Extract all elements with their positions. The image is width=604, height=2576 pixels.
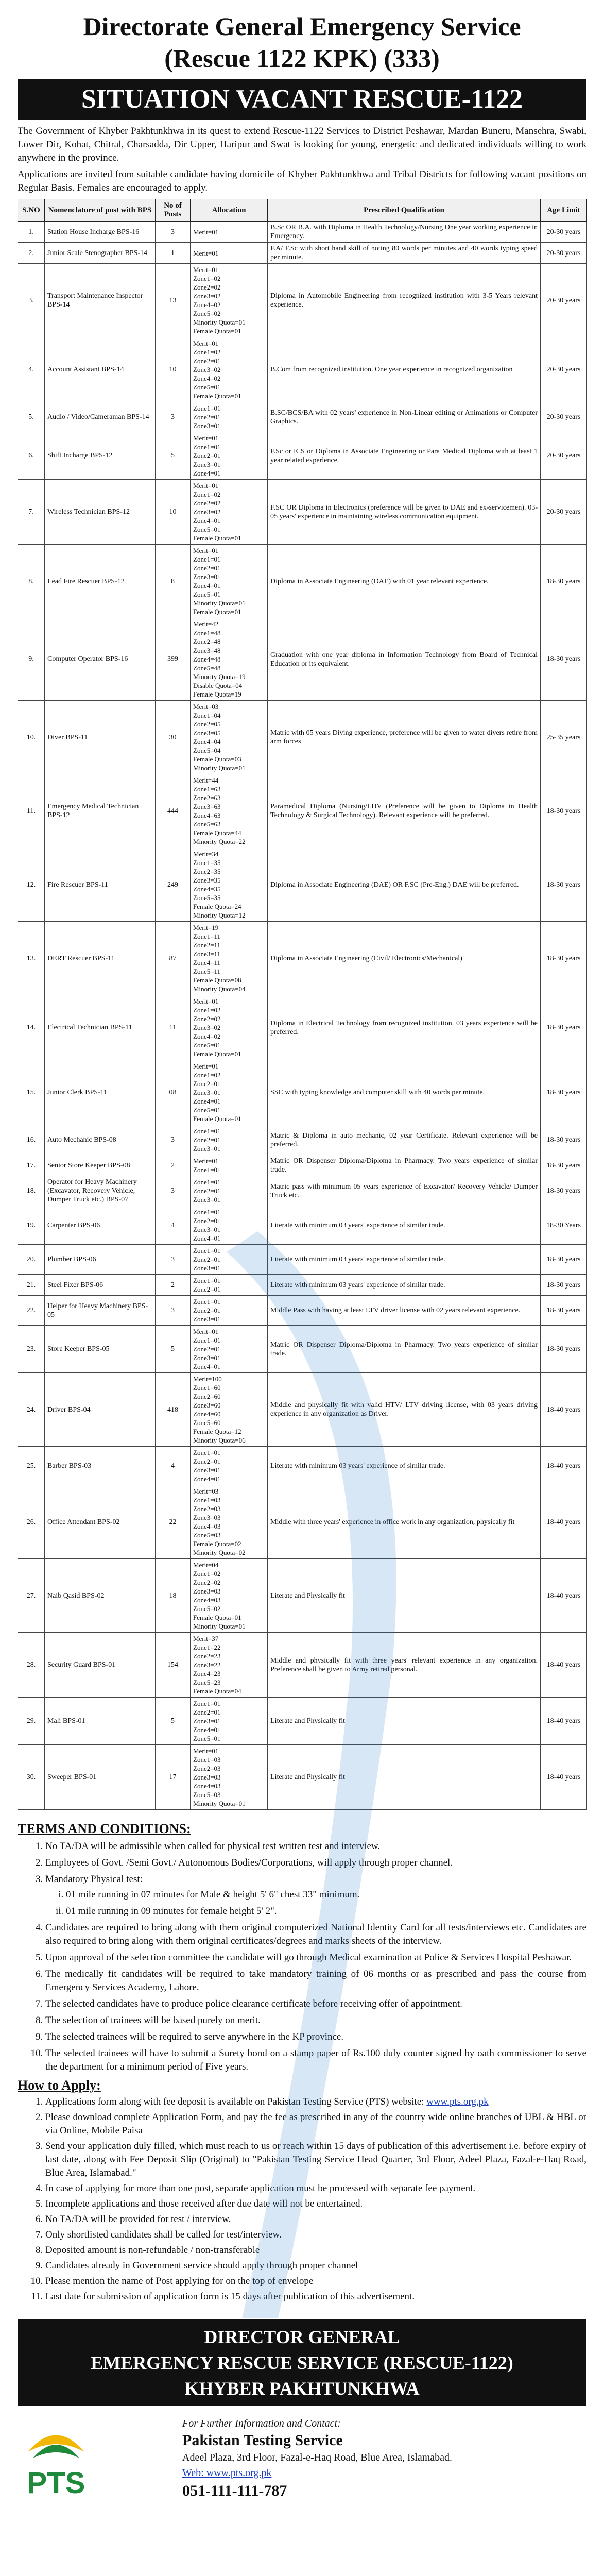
how-to-apply-text: Send your application duly filled, which must reach to us or reach within 15 days of publication of this advertisement i.e. before expiry of last date, along with Fee Deposit Slip (Original) to "Pakistan Testing Service Head Quarter, 3rd Floor, Adeel Plaza, Fazal-e-Haq Road, Blue Area, Islamabad.": [45, 2141, 586, 2178]
term-item-text: Mandatory Physical test:: [45, 1874, 143, 1885]
how-to-apply-item: [45, 2290, 586, 2303]
post-cell: Wireless Technician BPS-12: [45, 480, 156, 545]
sno-cell: 30.: [18, 1745, 45, 1810]
allocation-cell: Merit=19 Zone1=11 Zone2=11 Zone3=11 Zone4=11 Zone5=11 Female Quota=08 Minority Quota=04: [191, 922, 268, 995]
posts-cell: 399: [156, 618, 191, 701]
post-cell: Electrical Technician BPS-11: [45, 995, 156, 1060]
jobs-table: [18, 199, 587, 1810]
term-item: 2. Employees of Govt. /Semi Govt./ Autonomous Bodies/Corporations, will apply through proper channel.: [45, 1856, 586, 1870]
how-to-apply-text: Candidates already in Government service should apply through proper channel: [45, 2260, 358, 2271]
sno-cell: 19.: [18, 1206, 45, 1245]
sno-cell: 28.: [18, 1633, 45, 1698]
post-cell: Audio / Video/Cameraman BPS-14: [45, 402, 156, 432]
table-row: [18, 618, 587, 701]
posts-cell: 10: [156, 480, 191, 545]
how-to-apply-text: In case of applying for more than one post, separate application must be processed with separate fee payment.: [45, 2183, 476, 2194]
sno-cell: 21.: [18, 1275, 45, 1296]
post-cell: Office Attendant BPS-02: [45, 1485, 156, 1559]
post-cell: Fire Rescuer BPS-11: [45, 848, 156, 922]
footer-line-2: EMERGENCY RESCUE SERVICE (RESCUE-1122): [91, 2352, 513, 2373]
term-item: 10. The selected trainees will have to submit a Surety bond on a stamp paper of Rs.100 duly counter signed by oath commissioner to serve the department for a minimum period of Five years.: [45, 2047, 586, 2074]
how-to-apply-item: [45, 2244, 586, 2257]
posts-cell: 17: [156, 1745, 191, 1810]
table-row: [18, 774, 587, 848]
sno-cell: 24.: [18, 1373, 45, 1447]
post-cell: Sweeper BPS-01: [45, 1745, 156, 1810]
term-item: [45, 1873, 586, 1918]
age-cell: 20-30 years: [541, 337, 587, 402]
age-cell: 18-30 years: [541, 995, 587, 1060]
posts-cell: 418: [156, 1373, 191, 1447]
table-row: [18, 1485, 587, 1559]
qualification-cell: Literate with minimum 03 years' experience of similar trade.: [268, 1447, 541, 1485]
allocation-cell: Zone1=01 Zone2=01: [191, 1275, 268, 1296]
header-qualification: Prescribed Qualification: [268, 199, 541, 222]
qualification-cell: Middle Pass with having at least LTV driver license with 02 years relevant experience.: [268, 1296, 541, 1326]
age-cell: 18-30 years: [541, 1060, 587, 1125]
physical-test-item: i. 01 mile running in 07 minutes for Male & height 5' 6" chest 33" minimum.: [66, 1888, 586, 1902]
allocation-cell: Zone1=01 Zone2=01 Zone3=01: [191, 1176, 268, 1206]
sno-cell: 29.: [18, 1698, 45, 1745]
post-cell: Lead Fire Rescuer BPS-12: [45, 545, 156, 618]
posts-cell: 18: [156, 1559, 191, 1633]
footer-line-3: KHYBER PAKHTUNKHWA: [184, 2378, 420, 2399]
sno-cell: 1.: [18, 222, 45, 243]
posts-cell: 3: [156, 402, 191, 432]
table-row: [18, 1275, 587, 1296]
qualification-cell: Middle and physically fit with three years' relevant experience in any organization. Preference shall be given to Army retired personal.: [268, 1633, 541, 1698]
table-row: [18, 1060, 587, 1125]
post-cell: Mali BPS-01: [45, 1698, 156, 1745]
table-row: [18, 1155, 587, 1176]
age-cell: 18-40 years: [541, 1745, 587, 1810]
allocation-cell: Merit=01: [191, 222, 268, 243]
how-to-apply-title: How to Apply:: [18, 2078, 101, 2093]
jobs-table-body: [18, 222, 587, 1810]
posts-cell: 5: [156, 1326, 191, 1373]
sno-cell: 8.: [18, 545, 45, 618]
allocation-cell: Merit=03 Zone1=03 Zone2=03 Zone3=03 Zone4=03 Zone5=03 Female Quota=02 Minority Quota=02: [191, 1485, 268, 1559]
qualification-cell: Matric OR Dispenser Diploma/Diploma in Pharmacy. Two years experience of similar trade.: [268, 1155, 541, 1176]
qualification-cell: Diploma in Associate Engineering (DAE) with 01 year relevant experience.: [268, 545, 541, 618]
posts-cell: 13: [156, 264, 191, 337]
post-cell: Computer Operator BPS-16: [45, 618, 156, 701]
qualification-cell: Literate with minimum 03 years' experience of similar trade.: [268, 1245, 541, 1275]
sno-cell: 25.: [18, 1447, 45, 1485]
physical-test-item: ii. 01 mile running in 09 minutes for female height 5' 2".: [66, 1905, 586, 1918]
sno-cell: 15.: [18, 1060, 45, 1125]
table-row: [18, 480, 587, 545]
table-row: [18, 337, 587, 402]
how-to-apply-text: No TA/DA will be provided for test / interview.: [45, 2214, 231, 2225]
qualification-cell: B.SC/BCS/BA with 02 years' experience in Non-Linear editing or Animations or Computer Graphics.: [268, 402, 541, 432]
qualification-cell: Middle and physically fit with valid HTV/ LTV driving license, with 03 years driving experience in any organization as Driver.: [268, 1373, 541, 1447]
qualification-cell: B.Com from recognized institution. One year experience in recognized organization: [268, 337, 541, 402]
header-title: Directorate General Emergency Service: [83, 12, 521, 41]
sno-cell: 11.: [18, 774, 45, 848]
qualification-cell: B.Sc OR B.A. with Diploma in Health Technology/Nursing One year working experience in Emergency.: [268, 222, 541, 243]
allocation-cell: Merit=01 Zone1=01: [191, 1155, 268, 1176]
pts-contact-info: [95, 2416, 586, 2501]
table-row: [18, 995, 587, 1060]
allocation-cell: Merit=01: [191, 243, 268, 264]
sno-cell: 14.: [18, 995, 45, 1060]
allocation-cell: Merit=01 Zone1=01 Zone2=01 Zone3=01 Zone4=01 Zone5=01 Minority Quota=01 Female Quota=01: [191, 545, 268, 618]
posts-cell: 154: [156, 1633, 191, 1698]
allocation-cell: Merit=01 Zone1=02 Zone2=02 Zone3=02 Zone4=02 Zone5=02 Minority Quota=01 Female Quota=01: [191, 264, 268, 337]
pts-logo-icon: [18, 2416, 95, 2503]
post-cell: Junior Scale Stenographer BPS-14: [45, 243, 156, 264]
table-row: [18, 1176, 587, 1206]
qualification-cell: Matric & Diploma in auto mechanic, 02 year Certificate. Relevant experience will be preferred.: [268, 1125, 541, 1155]
table-row: [18, 1698, 587, 1745]
allocation-cell: Zone1=01 Zone2=01 Zone3=01: [191, 1125, 268, 1155]
qualification-cell: Literate and Physically fit: [268, 1745, 541, 1810]
posts-cell: 3: [156, 1296, 191, 1326]
qualification-cell: Matric OR Dispenser Diploma/Diploma in Pharmacy. Two years experience of similar trade.: [268, 1326, 541, 1373]
sno-cell: 20.: [18, 1245, 45, 1275]
table-row: [18, 1125, 587, 1155]
posts-cell: 4: [156, 1447, 191, 1485]
posts-cell: 1: [156, 243, 191, 264]
table-row: [18, 1296, 587, 1326]
how-to-apply-item: [45, 2228, 586, 2242]
age-cell: 18-40 years: [541, 1698, 587, 1745]
footer-line-1: DIRECTOR GENERAL: [204, 2327, 400, 2347]
how-to-apply-item: [45, 2197, 586, 2211]
sno-cell: 16.: [18, 1125, 45, 1155]
how-to-apply-item: [45, 2182, 586, 2195]
age-cell: 18-30 years: [541, 1326, 587, 1373]
post-cell: Auto Mechanic BPS-08: [45, 1125, 156, 1155]
qualification-cell: Literate with minimum 03 years' experience of similar trade.: [268, 1206, 541, 1245]
post-cell: Operator for Heavy Machinery (Excavator, Recovery Vehicle, Dumper Truck etc.) BPS-07: [45, 1176, 156, 1206]
table-row: [18, 432, 587, 480]
allocation-cell: Zone1=01 Zone2=01 Zone3=01: [191, 402, 268, 432]
pts-website-link[interactable]: www.pts.org.pk: [426, 2096, 489, 2107]
posts-cell: 11: [156, 995, 191, 1060]
posts-cell: 444: [156, 774, 191, 848]
age-cell: 18-30 Years: [541, 1206, 587, 1245]
qualification-cell: Diploma in Automobile Engineering from recognized institution with 3-5 Years relevant experience.: [268, 264, 541, 337]
sno-cell: 9.: [18, 618, 45, 701]
age-cell: 18-30 years: [541, 848, 587, 922]
age-cell: 18-30 years: [541, 1125, 587, 1155]
qualification-cell: Diploma in Associate Engineering (Civil/ Electronics/Mechanical): [268, 922, 541, 995]
post-cell: Barber BPS-03: [45, 1447, 156, 1485]
intro-paragraph-2: Applications are invited from suitable candidate having domicile of Khyber Pakhtunkhwa and Tribal Districts for following vacant positions on Regular Basis. Females are encouraged to apply.: [18, 169, 586, 193]
qualification-cell: SSC with typing knowledge and computer skill with 40 words per minute.: [268, 1060, 541, 1125]
how-to-apply-list: [18, 2095, 586, 2303]
allocation-cell: Merit=34 Zone1=35 Zone2=35 Zone3=35 Zone4=35 Zone5=35 Female Quota=24 Minority Quota=12: [191, 848, 268, 922]
table-row: [18, 222, 587, 243]
header-sno: S.NO: [18, 199, 45, 222]
term-item: 8. The selection of trainees will be based purely on merit.: [45, 2014, 586, 2027]
posts-cell: 3: [156, 1245, 191, 1275]
allocation-cell: Merit=01 Zone1=02 Zone2=01 Zone3=02 Zone4=02 Zone5=01 Female Quota=01: [191, 337, 268, 402]
term-item: 6. The medically fit candidates will be required to take mandatory training of 06 months or as prescribed and pass the course from Emergency Services Academy, Lahore.: [45, 1968, 586, 1994]
intro-paragraph-1: The Government of Khyber Pakhtunkhwa in its quest to extend Rescue-1122 Services to District Peshawar, Mardan Buneru, Mansehra, Swabi, Lower Dir, Kohat, Chitral, Charsadda, Dir Upper, Haripur and Swat is looking for young, energetic and dedicated individuals willing to work anywhere in the province.: [18, 126, 586, 163]
qualification-cell: Paramedical Diploma (Nursing/LHV (Preference will be given to Diploma in Health Technology & Surgical Technology). Relevant experience will be preferred.: [268, 774, 541, 848]
table-row: [18, 243, 587, 264]
how-to-apply-item: [45, 2259, 586, 2273]
age-cell: 20-30 years: [541, 243, 587, 264]
sno-cell: 13.: [18, 922, 45, 995]
sno-cell: 26.: [18, 1485, 45, 1559]
sno-cell: 5.: [18, 402, 45, 432]
sno-cell: 2.: [18, 243, 45, 264]
post-cell: Junior Clerk BPS-11: [45, 1060, 156, 1125]
posts-cell: 5: [156, 1698, 191, 1745]
qualification-cell: Diploma in Associate Engineering (DAE) OR F.SC (Pre-Eng.) DAE will be preferred.: [268, 848, 541, 922]
sno-cell: 22.: [18, 1296, 45, 1326]
posts-cell: 22: [156, 1485, 191, 1559]
how-to-apply-text: Last date for submission of application form is 15 days after publication of this advertisement.: [45, 2291, 415, 2302]
allocation-cell: Merit=01 Zone1=02 Zone2=02 Zone3=02 Zone4=02 Zone5=01 Female Quota=01: [191, 995, 268, 1060]
how-to-apply-text: Please mention the name of Post applying for on the top of envelope: [45, 2276, 314, 2286]
how-to-apply-item: [45, 2275, 586, 2288]
qualification-cell: F.SC OR Diploma in Electronics (preference will be given to DAE and ex-servicemen). 03-05 years' experience in maintaining wireless communication equipment.: [268, 480, 541, 545]
intro-text: [18, 125, 586, 195]
sno-cell: 4.: [18, 337, 45, 402]
allocation-cell: Merit=01 Zone1=02 Zone2=01 Zone3=01 Zone4=01 Zone5=01 Female Quota=01: [191, 1060, 268, 1125]
qualification-cell: Literate with minimum 03 years' experience of similar trade.: [268, 1275, 541, 1296]
posts-cell: 2: [156, 1155, 191, 1176]
age-cell: 18-30 years: [541, 1275, 587, 1296]
footer-signature-block: [18, 2319, 586, 2406]
qualification-cell: Middle with three years' experience in office work in any organization, physically fit: [268, 1485, 541, 1559]
post-cell: Account Assistant BPS-14: [45, 337, 156, 402]
post-cell: Driver BPS-04: [45, 1373, 156, 1447]
physical-test-list: [45, 1888, 586, 1918]
qualification-cell: Matric pass with minimum 05 years experience of Excavator/ Recovery Vehicle/ Dumper Truck etc.: [268, 1176, 541, 1206]
table-row: [18, 1245, 587, 1275]
post-cell: Senior Store Keeper BPS-08: [45, 1155, 156, 1176]
qualification-cell: Literate and Physically fit: [268, 1559, 541, 1633]
age-cell: 20-30 years: [541, 432, 587, 480]
age-cell: 18-40 years: [541, 1373, 587, 1447]
post-cell: Security Guard BPS-01: [45, 1633, 156, 1698]
age-cell: 18-30 years: [541, 618, 587, 701]
allocation-cell: Merit=03 Zone1=04 Zone2=05 Zone3=05 Zone4=04 Zone5=04 Female Quota=03 Minority Quota=01: [191, 701, 268, 774]
allocation-cell: Zone1=01 Zone2=01 Zone3=01 Zone4=01: [191, 1447, 268, 1485]
post-cell: Helper for Heavy Machinery BPS-05: [45, 1296, 156, 1326]
allocation-cell: Merit=44 Zone1=63 Zone2=63 Zone3=63 Zone4=63 Zone5=63 Female Quota=44 Minority Quota=22: [191, 774, 268, 848]
posts-cell: 87: [156, 922, 191, 995]
how-to-apply-text: Incomplete applications and those received after due date will not be entertained.: [45, 2198, 363, 2209]
post-cell: Carpenter BPS-06: [45, 1206, 156, 1245]
allocation-cell: Merit=04 Zone1=02 Zone2=02 Zone3=03 Zone4=03 Zone5=02 Female Quota=01 Minority Quota=01: [191, 1559, 268, 1633]
term-item: 9. The selected trainees will be required to serve anywhere in the KP province.: [45, 2030, 586, 2044]
sno-cell: 6.: [18, 432, 45, 480]
post-cell: Emergency Medical Technician BPS-12: [45, 774, 156, 848]
sno-cell: 3.: [18, 264, 45, 337]
jobs-table-header: [18, 199, 587, 222]
pts-web-link[interactable]: Web: www.pts.org.pk: [182, 2467, 272, 2479]
header-post: Nomenclature of post with BPS: [45, 199, 156, 222]
table-row: [18, 1447, 587, 1485]
posts-cell: 08: [156, 1060, 191, 1125]
table-row: [18, 1633, 587, 1698]
post-cell: Diver BPS-11: [45, 701, 156, 774]
how-to-apply-item: [45, 2095, 586, 2109]
age-cell: 20-30 years: [541, 480, 587, 545]
age-cell: 18-30 years: [541, 1155, 587, 1176]
age-cell: 20-30 years: [541, 222, 587, 243]
age-cell: 18-40 years: [541, 1447, 587, 1485]
allocation-cell: Zone1=01 Zone2=01 Zone3=01 Zone4=01 Zone5=01: [191, 1698, 268, 1745]
sno-cell: 12.: [18, 848, 45, 922]
pts-phone: 051-111-111-787: [182, 2482, 287, 2499]
age-cell: 18-30 years: [541, 545, 587, 618]
sno-cell: 27.: [18, 1559, 45, 1633]
term-item: 5. Upon approval of the selection committee the candidate will go through Medical examination at Police & Services Hospital Peshawar.: [45, 1951, 586, 1964]
how-to-apply-item: [45, 2140, 586, 2180]
header-allocation: Allocation: [191, 199, 268, 222]
table-row: [18, 922, 587, 995]
sno-cell: 17.: [18, 1155, 45, 1176]
pts-address: Adeel Plaza, 3rd Floor, Fazal-e-Haq Road, Blue Area, Islamabad.: [182, 2452, 453, 2463]
post-cell: Store Keeper BPS-05: [45, 1326, 156, 1373]
table-row: [18, 1745, 587, 1810]
age-cell: 20-30 years: [541, 402, 587, 432]
allocation-cell: Merit=37 Zone1=22 Zone2=23 Zone3=22 Zone4=23 Zone5=23 Female Quota=04: [191, 1633, 268, 1698]
post-cell: Station House Incharge BPS-16: [45, 222, 156, 243]
posts-cell: 4: [156, 1206, 191, 1245]
term-item: 7. The selected candidates have to produce police clearance certificate before receiving offer of appointment.: [45, 1997, 586, 2011]
how-to-apply-text: Deposited amount is non-refundable / non-transferable: [45, 2245, 260, 2256]
age-cell: 20-30 years: [541, 264, 587, 337]
posts-cell: 3: [156, 1125, 191, 1155]
qualification-cell: Graduation with one year diploma in Information Technology from Board of Technical Education or its equivalent.: [268, 618, 541, 701]
qualification-cell: Diploma in Electrical Technology from recognized institution. 03 years experience will be preferred.: [268, 995, 541, 1060]
how-to-apply-text: Applications form along with fee deposit is available on Pakistan Testing Service (PTS) website:: [45, 2096, 424, 2107]
table-row: [18, 701, 587, 774]
qualification-cell: Matric with 05 years Diving experience, preference will be given to water divers retire from arm forces: [268, 701, 541, 774]
post-cell: Steel Fixer BPS-06: [45, 1275, 156, 1296]
post-cell: Transport Maintenance Inspector BPS-14: [45, 264, 156, 337]
age-cell: 18-30 years: [541, 1296, 587, 1326]
posts-cell: 2: [156, 1275, 191, 1296]
table-row: [18, 1373, 587, 1447]
how-to-apply-item: [45, 2111, 586, 2138]
qualification-cell: Literate and Physically fit: [268, 1698, 541, 1745]
posts-cell: 8: [156, 545, 191, 618]
pts-logo-text: PTS: [27, 2466, 85, 2500]
sno-cell: 18.: [18, 1176, 45, 1206]
allocation-cell: Zone1=01 Zone2=01 Zone3=01: [191, 1296, 268, 1326]
post-cell: Plumber BPS-06: [45, 1245, 156, 1275]
header-posts: No of Posts: [156, 199, 191, 222]
age-cell: 18-30 years: [541, 1176, 587, 1206]
posts-cell: 5: [156, 432, 191, 480]
qualification-cell: F.A/ F.Sc with short hand skill of noting 80 words per minutes and 40 words typing speed per minute.: [268, 243, 541, 264]
allocation-cell: Zone1=01 Zone2=01 Zone3=01: [191, 1245, 268, 1275]
table-row: [18, 1559, 587, 1633]
age-cell: 18-30 years: [541, 922, 587, 995]
pts-name: Pakistan Testing Service: [182, 2432, 343, 2449]
how-to-apply-text: Only shortlisted candidates shall be called for test/interview.: [45, 2229, 282, 2240]
age-cell: 18-40 years: [541, 1559, 587, 1633]
age-cell: 18-40 years: [541, 1485, 587, 1559]
allocation-cell: Merit=01 Zone1=02 Zone2=02 Zone3=02 Zone4=01 Zone5=01 Female Quota=01: [191, 480, 268, 545]
allocation-cell: Zone1=01 Zone2=01 Zone3=01 Zone4=01: [191, 1206, 268, 1245]
how-to-apply-text: Please download complete Application Form, and pay the fee as prescribed in any of the country wide online branches of UBL & HBL or via Online, Mobile Paisa: [45, 2112, 586, 2136]
age-cell: 18-30 years: [541, 1245, 587, 1275]
table-row: [18, 264, 587, 337]
table-row: [18, 545, 587, 618]
terms-title: TERMS AND CONDITIONS:: [18, 1821, 191, 1836]
pts-logo: [18, 2416, 95, 2503]
pts-contact-section: [18, 2416, 586, 2503]
header-subtitle: (Rescue 1122 KPK) (333): [164, 44, 440, 73]
age-cell: 25-35 years: [541, 701, 587, 774]
header-age: Age Limit: [541, 199, 587, 222]
post-cell: Shift Incharge BPS-12: [45, 432, 156, 480]
allocation-cell: Merit=01 Zone1=01 Zone2=01 Zone3=01 Zone4=01: [191, 1326, 268, 1373]
age-cell: 18-30 years: [541, 774, 587, 848]
table-row: [18, 1206, 587, 1245]
allocation-cell: Merit=100 Zone1=60 Zone2=60 Zone3=60 Zone4=60 Zone5=60 Female Quota=12 Minority Quota=06: [191, 1373, 268, 1447]
post-cell: DERT Rescuer BPS-11: [45, 922, 156, 995]
allocation-cell: Merit=42 Zone1=48 Zone2=48 Zone3=48 Zone4=48 Zone5=48 Minority Quota=19 Disable Quota=04 Female Quota=19: [191, 618, 268, 701]
sno-cell: 10.: [18, 701, 45, 774]
posts-cell: 3: [156, 222, 191, 243]
how-to-apply-item: [45, 2213, 586, 2226]
pts-info-line: For Further Information and Contact:: [182, 2418, 341, 2429]
age-cell: 18-40 years: [541, 1633, 587, 1698]
terms-list: [18, 1840, 586, 2074]
sno-cell: 7.: [18, 480, 45, 545]
posts-cell: 30: [156, 701, 191, 774]
posts-cell: 10: [156, 337, 191, 402]
qualification-cell: F.Sc or ICS or Diploma in Associate Engineering or Para Medical Diploma with at least 1 year related experience.: [268, 432, 541, 480]
table-row: [18, 848, 587, 922]
allocation-cell: Merit=01 Zone1=01 Zone2=01 Zone3=01 Zone4=01: [191, 432, 268, 480]
table-row: [18, 402, 587, 432]
posts-cell: 3: [156, 1176, 191, 1206]
term-item: 1. No TA/DA will be admissible when called for physical test written test and interview.: [45, 1840, 586, 1853]
situation-vacant-banner: SITUATION VACANT RESCUE-1122: [18, 79, 586, 120]
posts-cell: 249: [156, 848, 191, 922]
post-cell: Naib Qasid BPS-02: [45, 1559, 156, 1633]
term-item: 4. Candidates are required to bring along with them original computerized National Identity Card for all tests/interviews etc. Candidates are also required to bring along with them original certificates/degrees and marks sheets of the interview.: [45, 1921, 586, 1948]
allocation-cell: Merit=01 Zone1=03 Zone2=03 Zone3=03 Zone4=03 Zone5=03 Minority Quota=01: [191, 1745, 268, 1810]
sno-cell: 23.: [18, 1326, 45, 1373]
table-row: [18, 1326, 587, 1373]
